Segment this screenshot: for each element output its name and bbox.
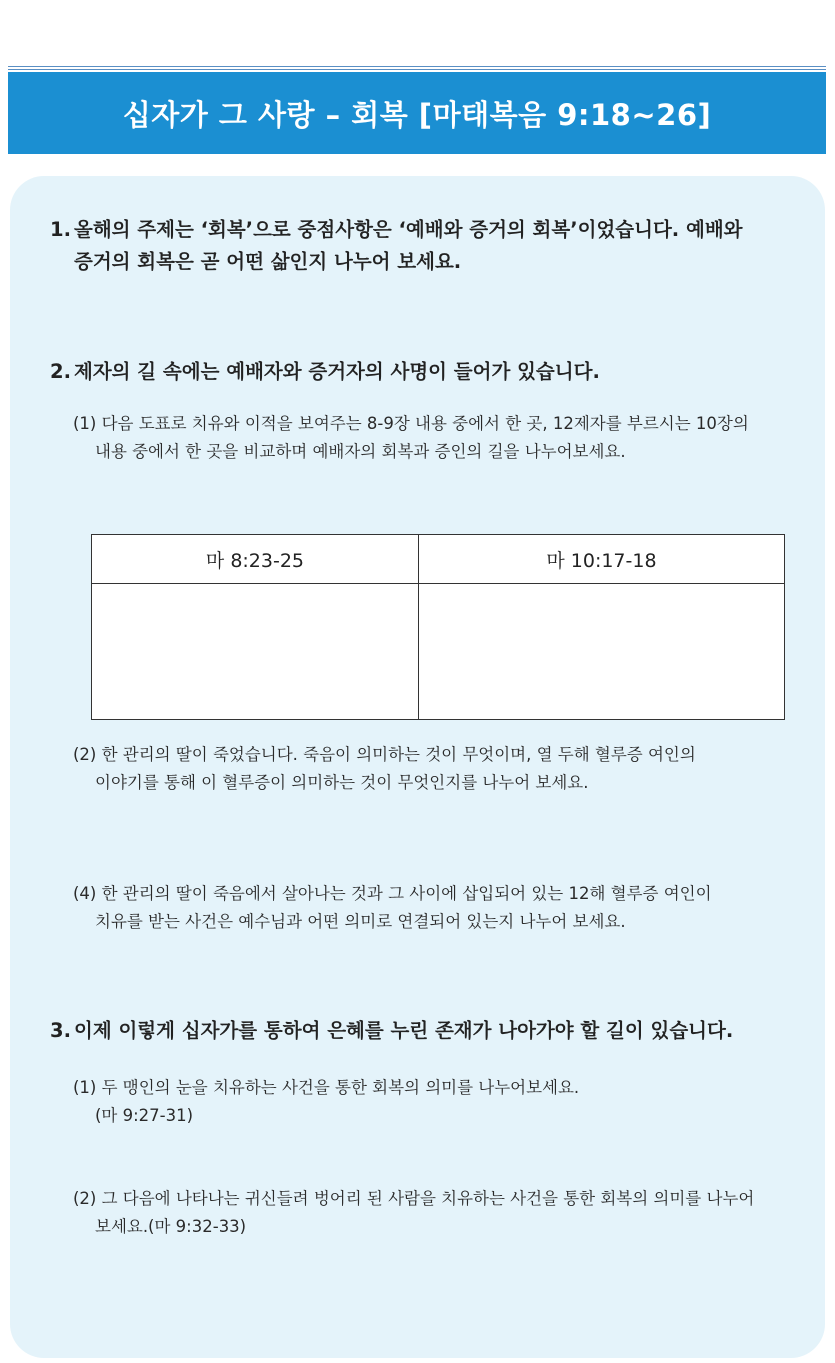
question-1-line1: 올해의 주제는 ‘회복’으로 중점사항은 ‘예배와 증거의 회복’이었습니다. 예배와	[74, 218, 743, 241]
q2-sub4-line1: (4) 한 관리의 딸이 죽음에서 살아나는 것과 그 사이에 삽입되어 있는 12해 혈루증 여인이	[73, 884, 712, 903]
q3-sub1-line2: (마 9:27-31)	[95, 1106, 194, 1125]
question-1	[50, 214, 790, 278]
comparison-table	[91, 534, 785, 720]
q2-sub1-line1: (1) 다음 도표로 치유와 이적을 보여주는 8-9장 내용 중에서 한 곳, 12제자를 부르시는 10장의	[73, 414, 749, 433]
question-2-number: 2.	[50, 360, 71, 383]
q3-sub1-line1: (1) 두 맹인의 눈을 치유하는 사건을 통한 회복의 의미를 나누어보세요.	[73, 1078, 580, 1097]
q2-sub4-line2: 치유를 받는 사건은 예수님과 어떤 의미로 연결되어 있는지 나누어 보세요.	[95, 912, 626, 931]
top-rule	[8, 66, 826, 67]
question-3-sub-1	[73, 1074, 788, 1130]
q2-sub2-line1: (2) 한 관리의 딸이 죽었습니다. 죽음이 의미하는 것이 무엇이며, 열 두해 혈루증 여인의	[73, 745, 696, 764]
question-1-number: 1.	[50, 218, 71, 241]
title-banner	[8, 72, 826, 154]
question-2	[50, 356, 790, 388]
question-3-line1: 이제 이렇게 십자가를 통하여 은혜를 누린 존재가 나아가야 할 길이 있습니다.	[74, 1019, 734, 1042]
table-cell-col2[interactable]	[418, 584, 784, 720]
question-2-sub-2	[73, 741, 788, 797]
q2-sub2-line2: 이야기를 통해 이 혈루증이 의미하는 것이 무엇인지를 나누어 보세요.	[95, 773, 589, 792]
top-rule-lower	[8, 69, 826, 70]
table-cell-col1[interactable]	[92, 584, 419, 720]
q3-sub2-line1: (2) 그 다음에 나타나는 귀신들려 벙어리 된 사람을 치유하는 사건을 통한 회복의 의미를 나누어	[73, 1189, 755, 1208]
question-2-line1: 제자의 길 속에는 예배자와 증거자의 사명이 들어가 있습니다.	[74, 360, 600, 383]
question-1-line2: 증거의 회복은 곧 어떤 삶인지 나누어 보세요.	[74, 250, 462, 273]
question-3-sub-2	[73, 1185, 788, 1241]
table-header-col2: 마 10:17-18	[418, 535, 784, 584]
q3-sub2-line2: 보세요.(마 9:32-33)	[95, 1217, 247, 1236]
page-title: 십자가 그 사랑 – 회복 [마태복음 9:18~26]	[122, 97, 712, 132]
question-2-sub-4	[73, 880, 788, 936]
question-3	[50, 1015, 790, 1047]
question-2-sub-1	[73, 410, 788, 466]
question-3-number: 3.	[50, 1019, 71, 1042]
table-header-col1: 마 8:23-25	[92, 535, 419, 584]
q2-sub1-line2: 내용 중에서 한 곳을 비교하며 예배자의 회복과 증인의 길을 나누어보세요.	[95, 442, 626, 461]
